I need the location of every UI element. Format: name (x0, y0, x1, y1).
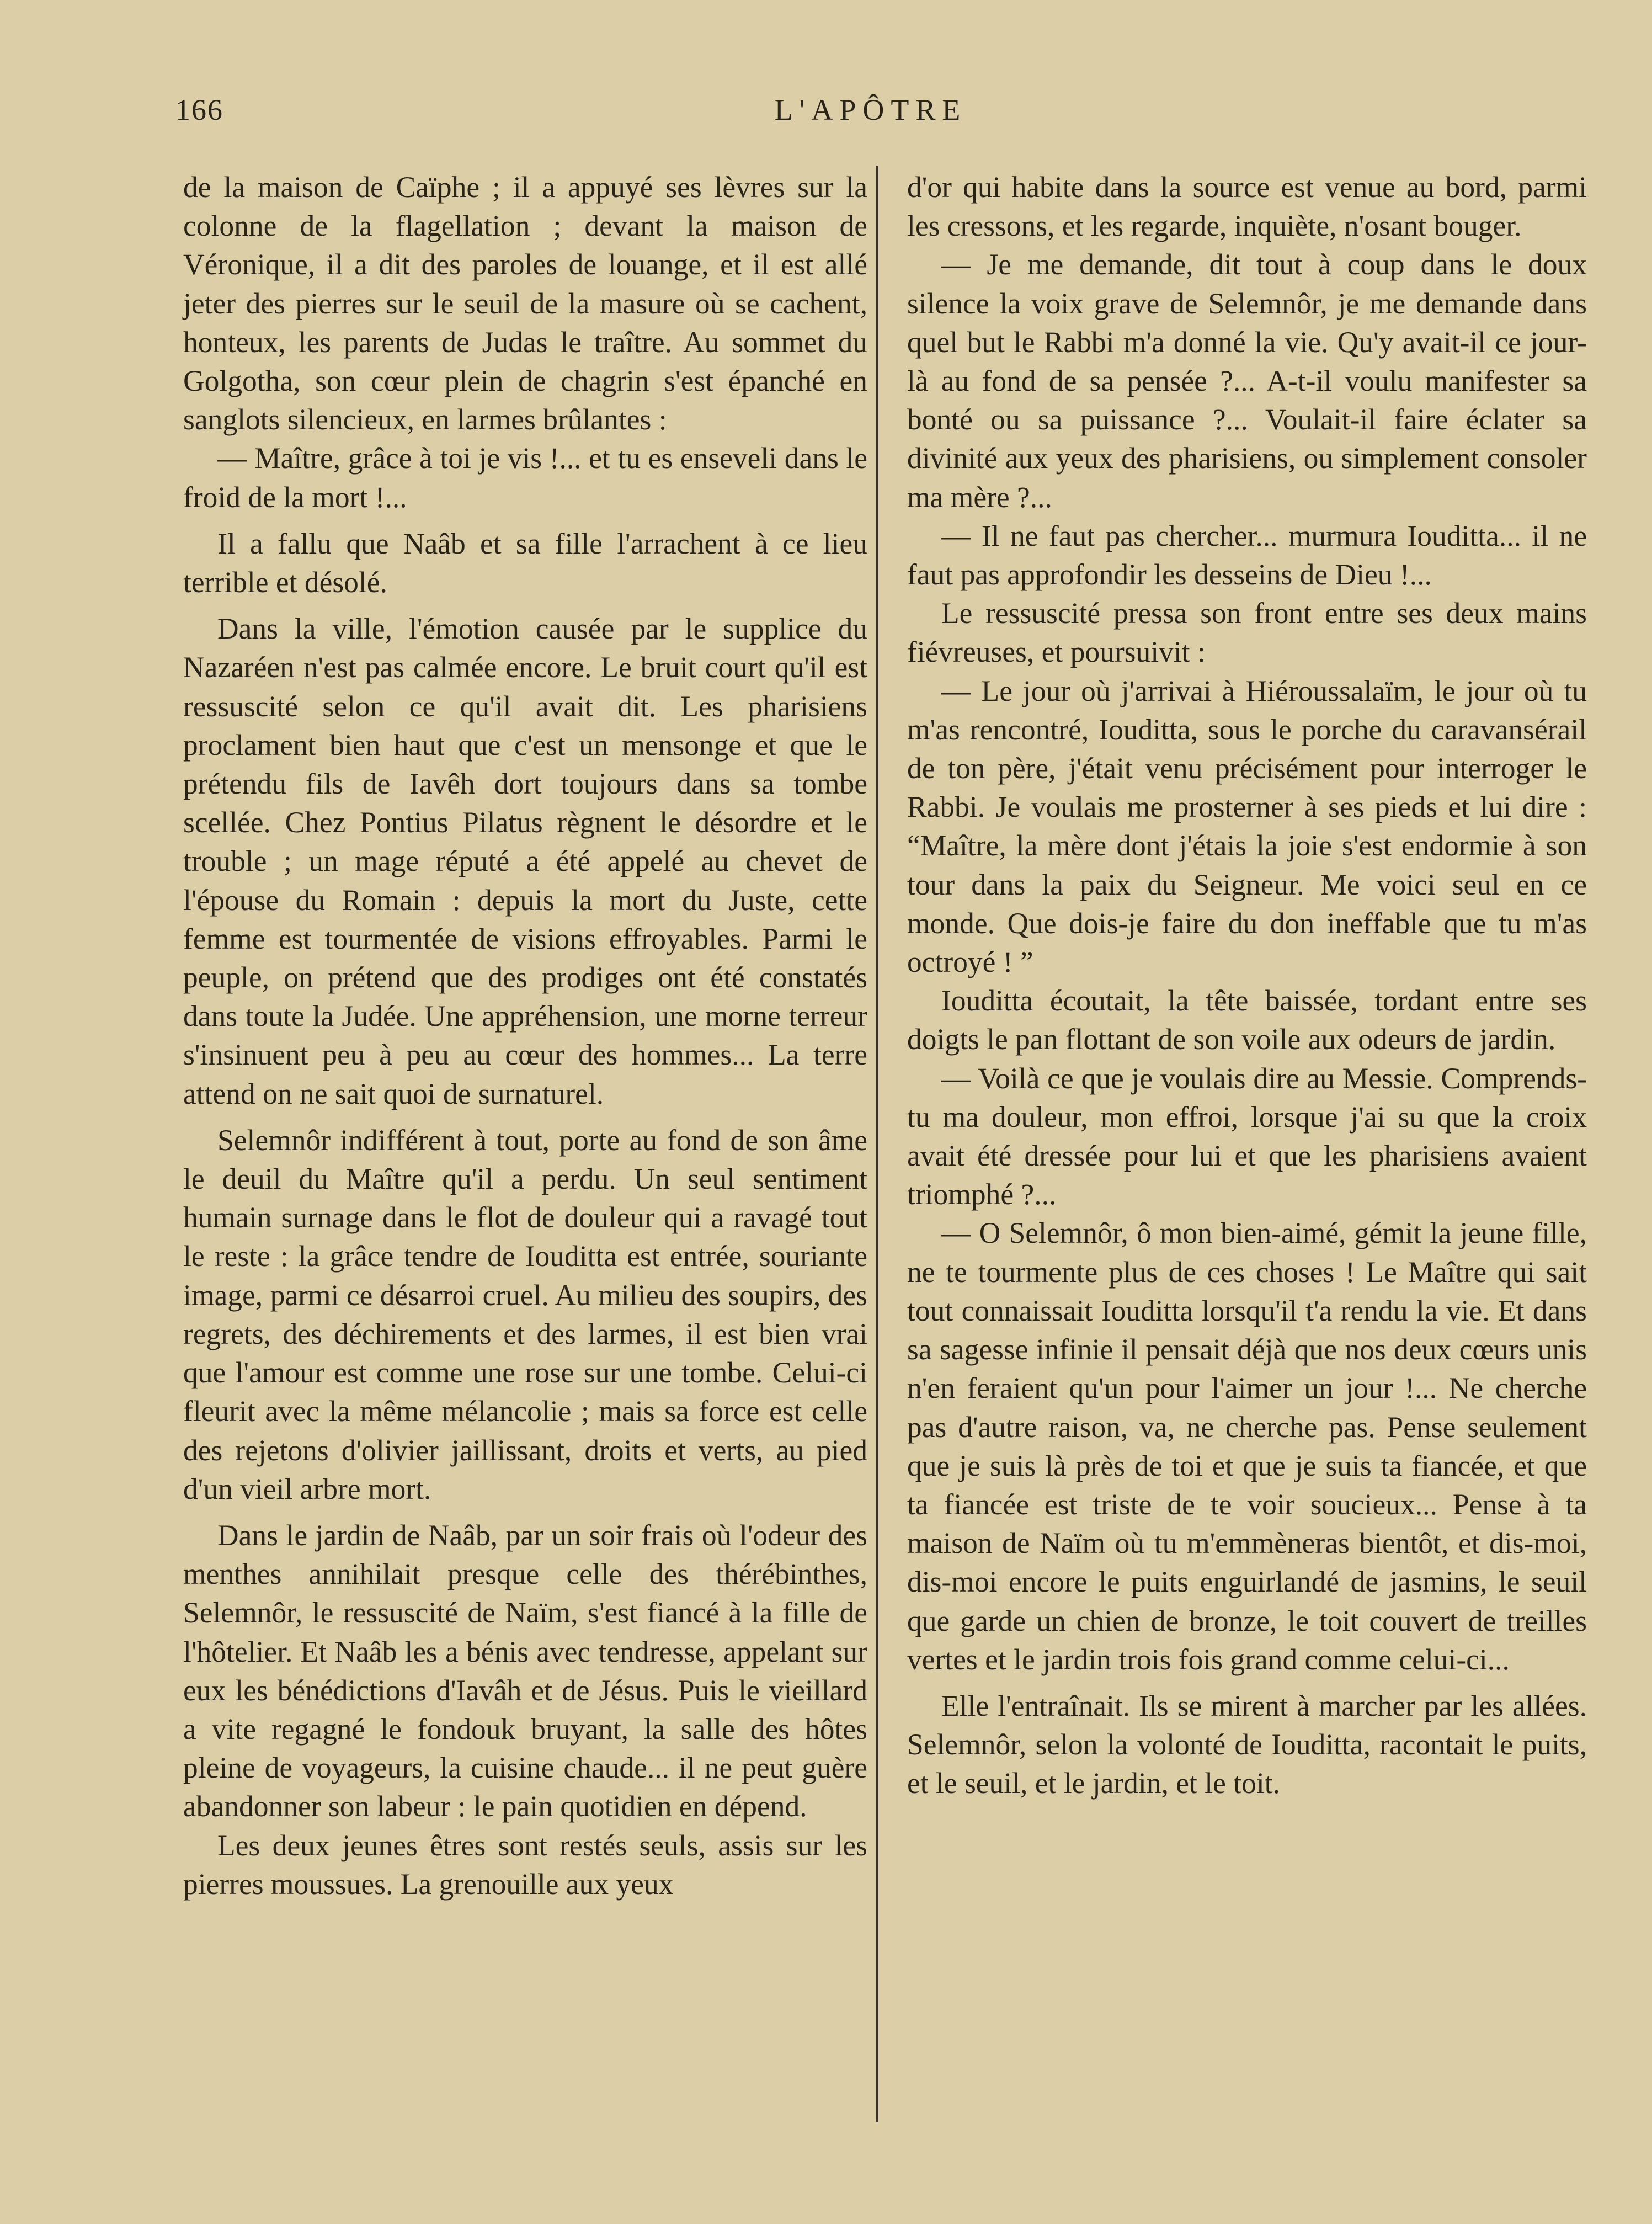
paragraph: Dans le jardin de Naâb, par un soir frais où l'odeur des menthes annihilait presque celle des thérébinthes, Selemnôr, le ressuscité de Naïm, s'est fiancé à la fille de l'hôtelier. Et Naâb les a bénis avec tendresse, appelant sur eux les bénédictions d'Iavâh et de Jésus. Puis le vieillard a vite regagné le fondouk bruyant, la salle des hôtes pleine de voyageurs, la cuisine chaude... il ne peut guère abandonner son labeur : le pain quotidien en dépend. (183, 1518, 867, 1823)
paragraph: Il a fallu que Naâb et sa fille l'arrachent à ce lieu terrible et désolé. (183, 526, 867, 599)
paragraph: Selemnôr indifférent à tout, porte au fond de son âme le deuil du Maître qu'il a perdu. Un seul sentiment humain surnage dans le flot de douleur qui a ravagé tout le reste : la grâce tendre de Iouditta est entrée, souriante image, parmi ce désarroi cruel. Au milieu des soupirs, des regrets, des déchirements et des larmes, il est bien vrai que l'amour est comme une rose sur une tombe. Celui-ci fleurit avec la même mélancolie ; mais sa force est celle des rejetons d'olivier jaillissant, droits et verts, au pied d'un vieil arbre mort. (183, 1123, 867, 1505)
paragraph: Elle l'entraînait. Ils se mirent à marcher par les allées. Selemnôr, selon la volonté de Iouditta, racontait le puits, et le seuil, et le jardin, et le toit. (907, 1689, 1587, 1800)
paragraph: de la maison de Caïphe ; il a appuyé ses lèvres sur la colonne de la flagellation ; devant la maison de Véronique, il a dit des paroles de louange, et il est allé jeter des pierres sur le seuil de la masure où se cachent, honteux, les parents de Judas le traître. Au sommet du Golgotha, son cœur plein de chagrin s'est épanché en sanglots silencieux, en larmes brûlantes : (183, 171, 867, 437)
page-header (175, 93, 1566, 137)
right-column (907, 168, 1587, 1803)
page-number: 166 (175, 93, 223, 126)
paragraph: — O Selemnôr, ô mon bien-aimé, gémit la jeune fille, ne te tourmente plus de ces choses ! Le Maître qui sait tout connaissait Iouditta lorsqu'il t'a rendu la vie. Et dans sa sagesse infinie il pensait déjà que nos deux cœurs unis n'en feraient qu'un pour l'aimer un jour !... Ne cherche pas d'autre raison, va, ne cherche pas. Pense seulement que je suis là près de toi et que je suis ta fiancée, et que ta fiancée est triste de te voir soucieux... Pense à ta maison de Naïm où tu m'emmèneras bientôt, et dis-moi, dis-moi encore le puits enguirlandé de jasmins, le seuil que garde un chien de bronze, le toit couvert de treilles vertes et le jardin trois fois grand comme celui-ci... (907, 1216, 1587, 1676)
paragraph: — Voilà ce que je voulais dire au Messie. Comprends-tu ma douleur, mon effroi, lorsque j'ai su que la croix avait été dressée pour lui et que les pharisiens avaient triomphé ?... (907, 1061, 1587, 1211)
paragraph: — Le jour où j'arrivai à Hiéroussalaïm, le jour où tu m'as rencontré, Iouditta, sous le porche du caravansérail de ton père, j'était venu précisément pour interroger le Rabbi. Je voulais me prosterner à ses pieds et lui dire : “Maître, la mère dont j'étais la joie s'est endormie à son tour dans la paix du Seigneur. Me voici seul en ce monde. Que dois-je faire du don ineffable que tu m'as octroyé ! ” (907, 674, 1587, 979)
paragraph: — Il ne faut pas chercher... murmura Iouditta... il ne faut pas approfondir les desseins de Dieu !... (907, 519, 1587, 592)
paragraph: — Je me demande, dit tout à coup dans le doux silence la voix grave de Selemnôr, je me demande dans quel but le Rabbi m'a donné la vie. Qu'y avait-il ce jour-là au fond de sa pensée ?... A-t-il voulu manifester sa bonté ou sa puissance ?... Voulait-il faire éclater sa divinité aux yeux des pharisiens, ou simplement consoler ma mère ?... (907, 248, 1587, 514)
paragraph: Les deux jeunes êtres sont restés seuls, assis sur les pierres moussues. La grenouille aux yeux (183, 1828, 867, 1901)
paragraph: Dans la ville, l'émotion causée par le supplice du Nazaréen n'est pas calmée encore. Le bruit court qu'il est ressuscité selon ce qu'il avait dit. Les pharisiens proclament bien haut que c'est un mensonge et que le prétendu fils de Iavêh dort toujours dans sa tombe scellée. Chez Pontius Pilatus règnent le désordre et le trouble ; un mage réputé a été appelé au chevet de l'épouse du Romain : depuis la mort du Juste, cette femme est tourmentée de visions effroyables. Parmi le peuple, on prétend que des prodiges ont été constatés dans toute la Judée. Une appréhension, une morne terreur s'insinuent peu à peu au cœur des hommes... La terre attend on ne sait quoi de surnaturel. (183, 612, 867, 1110)
paragraph: Iouditta écoutait, la tête baissée, tordant entre ses doigts le pan flottant de son voile aux odeurs de jardin. (907, 984, 1587, 1056)
column-divider (876, 166, 878, 2122)
paragraph: d'or qui habite dans la source est venue au bord, parmi les cressons, et les regarde, inquiète, n'osant bouger. (907, 171, 1587, 243)
paragraph: Le ressuscité pressa son front entre ses deux mains fiévreuses, et poursuivit : (907, 597, 1587, 669)
left-column (183, 168, 867, 1903)
running-title: L'APÔTRE (774, 93, 967, 126)
paragraph: — Maître, grâce à toi je vis !... et tu es enseveli dans le froid de la mort !... (183, 441, 867, 514)
